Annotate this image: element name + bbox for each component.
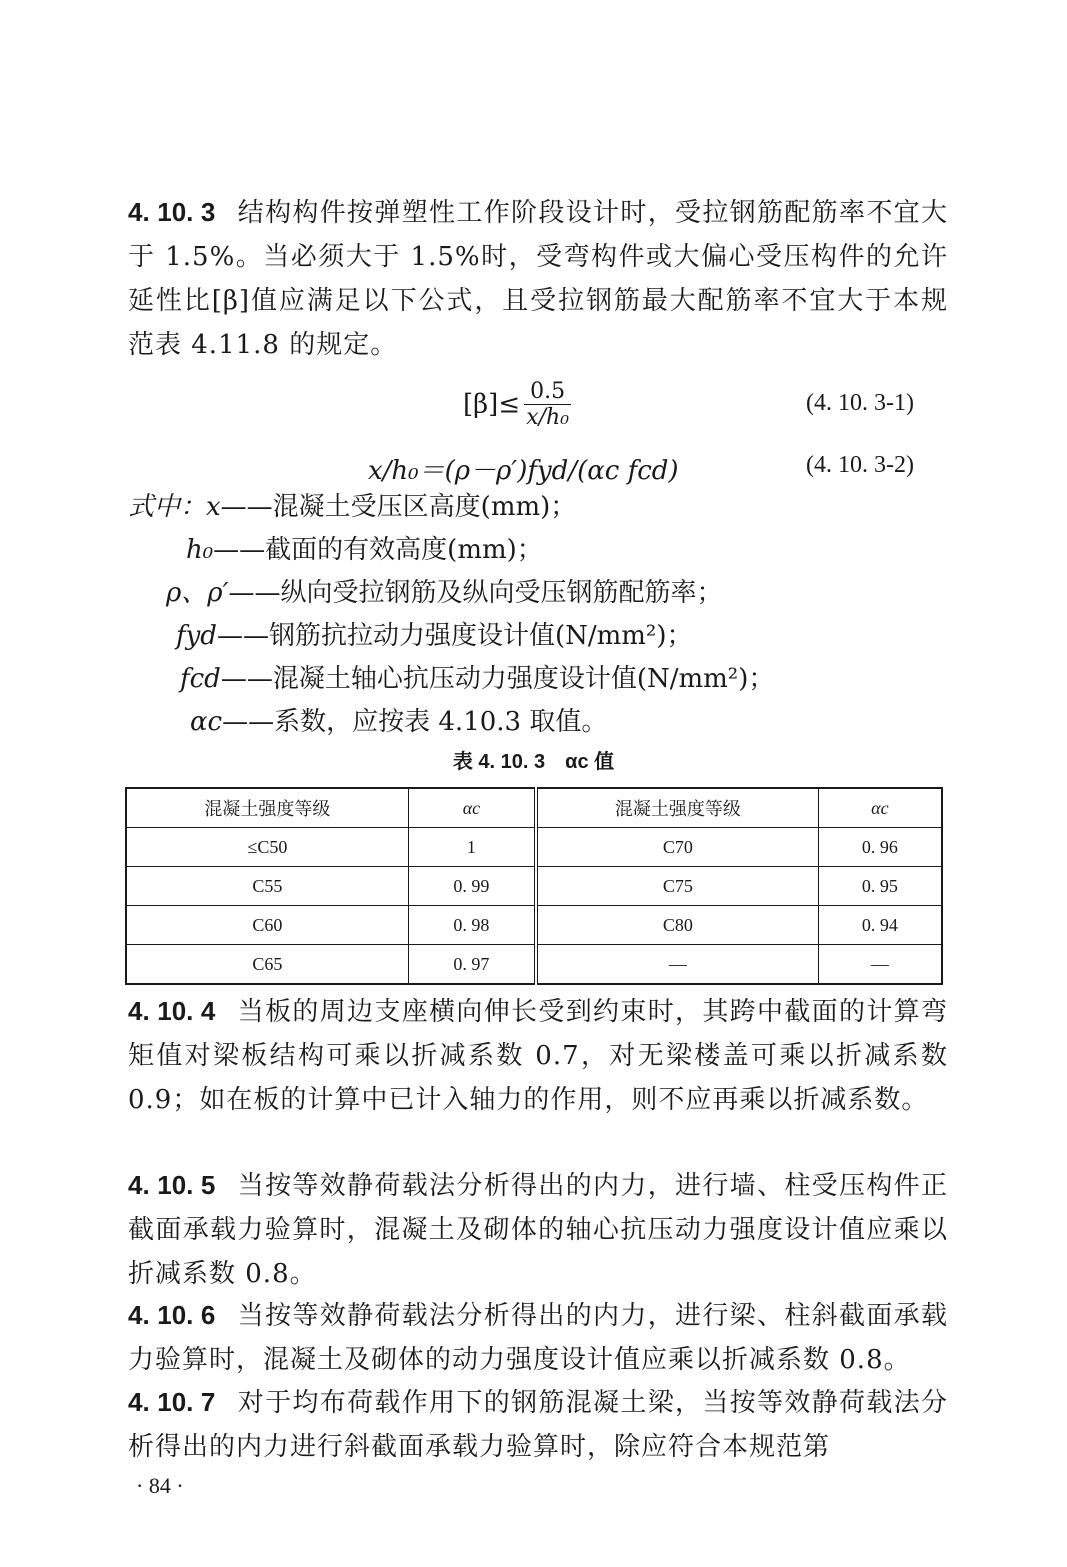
equation-4-10-3-2: x/h₀＝(ρ－ρ′)fyd/(αc fcd)	[368, 456, 679, 486]
table-row	[126, 867, 942, 906]
legend-row	[166, 573, 723, 613]
equation-number-2: (4. 10. 3-2)	[806, 452, 914, 478]
clause-4-10-6	[128, 1293, 948, 1382]
table-caption: 表 4. 10. 3 αc 值	[452, 751, 615, 773]
clause-text: 结构构件按弹塑性工作阶段设计时，受拉钢筋配筋率不宜大于 1.5%。当必须大于 1.5%时，受弯构件或大偏心受压构件的允许延性比[β]值应满足以下公式，且受拉钢筋最大配筋率不宜大于本规范表 4.11.8 的规定。	[128, 198, 948, 360]
legend-row	[128, 487, 576, 527]
table-cell: 0. 97	[408, 945, 536, 985]
clause-text: 当按等效静荷载法分析得出的内力，进行墙、柱受压构件正截面承载力验算时，混凝土及砌体的轴心抗压动力强度设计值应乘以折减系数 0.8。	[128, 1171, 948, 1289]
table-cell: C65	[126, 945, 408, 985]
table-cell: —	[818, 945, 942, 985]
clause-number: 4. 10. 3	[128, 197, 216, 227]
clause-4-10-3	[128, 190, 948, 367]
table-cell: C80	[536, 906, 818, 945]
legend-row	[186, 530, 543, 570]
legend-description: ——纵向受拉钢筋及纵向受压钢筋配筋率；	[228, 578, 723, 608]
alpha-c-table	[125, 787, 943, 985]
legend-symbol: 式中：x	[128, 492, 221, 522]
table-header-cell: αc	[818, 788, 942, 828]
clause-text: 当按等效静荷载法分析得出的内力，进行梁、柱斜截面承载力验算时，混凝土及砌体的动力强度设计值应乘以折减系数 0.8。	[128, 1301, 948, 1375]
legend-symbol: h₀	[186, 535, 214, 565]
legend-row	[190, 702, 607, 742]
equation-fraction	[524, 380, 571, 431]
equation-4-10-3-1	[463, 380, 571, 431]
legend-description: ——混凝土受压区高度(mm)；	[220, 492, 577, 522]
table-header-row	[126, 788, 942, 828]
legend-symbol: fcd	[180, 664, 221, 694]
legend-symbol: ρ、ρ′	[166, 578, 229, 608]
fraction-denominator: x/h₀	[526, 405, 570, 430]
equation-lhs: [β]≤	[463, 389, 521, 420]
table-cell: C60	[126, 906, 408, 945]
table-cell: 0. 94	[818, 906, 942, 945]
table-cell: 0. 95	[818, 867, 942, 906]
equation-number-1: (4. 10. 3-1)	[806, 390, 914, 416]
table-cell: 1	[408, 828, 536, 867]
legend-symbol: αc	[190, 707, 223, 737]
clause-text: 对于均布荷载作用下的钢筋混凝土梁，当按等效静荷载法分析得出的内力进行斜截面承载力验算时，除应符合本规范第	[128, 1388, 948, 1462]
fraction-numerator: 0.5	[524, 380, 571, 405]
table-cell: C75	[536, 867, 818, 906]
table-header-cell: 混凝土强度等级	[126, 788, 408, 828]
legend-description: ——截面的有效高度(mm)；	[213, 535, 543, 565]
table-row	[126, 945, 942, 985]
clause-number: 4. 10. 5	[128, 1170, 216, 1200]
page-number: · 84 ·	[136, 1473, 184, 1498]
legend-symbol: fyd	[176, 621, 217, 651]
clause-number: 4. 10. 6	[128, 1300, 216, 1330]
legend-description: ——混凝土轴心抗压动力强度设计值(N/mm²)；	[220, 664, 775, 694]
clause-4-10-5	[128, 1163, 948, 1296]
clause-number: 4. 10. 4	[128, 996, 216, 1026]
table-row	[126, 906, 942, 945]
table-cell: 0. 96	[818, 828, 942, 867]
table-cell: ≤C50	[126, 828, 408, 867]
clause-4-10-7	[128, 1380, 948, 1469]
table-header-cell: αc	[408, 788, 536, 828]
table-cell: 0. 98	[408, 906, 536, 945]
clause-text: 当板的周边支座横向伸长受到约束时，其跨中截面的计算弯矩值对梁板结构可乘以折减系数 0.7，对无梁楼盖可乘以折减系数 0.9；如在板的计算中已计入轴力的作用，则不应再乘以折减系数。	[128, 997, 948, 1115]
clause-4-10-4	[128, 989, 948, 1122]
legend-description: ——系数，应按表 4.10.3 取值。	[222, 707, 608, 737]
table-header-cell: 混凝土强度等级	[536, 788, 818, 828]
table-cell: 0. 99	[408, 867, 536, 906]
legend-row	[180, 659, 774, 699]
table-cell: —	[536, 945, 818, 985]
table-cell: C55	[126, 867, 408, 906]
table-row	[126, 828, 942, 867]
legend-description: ——钢筋抗拉动力强度设计值(N/mm²)；	[216, 621, 693, 651]
legend-row	[176, 616, 693, 656]
table-cell: C70	[536, 828, 818, 867]
clause-number: 4. 10. 7	[128, 1387, 216, 1417]
